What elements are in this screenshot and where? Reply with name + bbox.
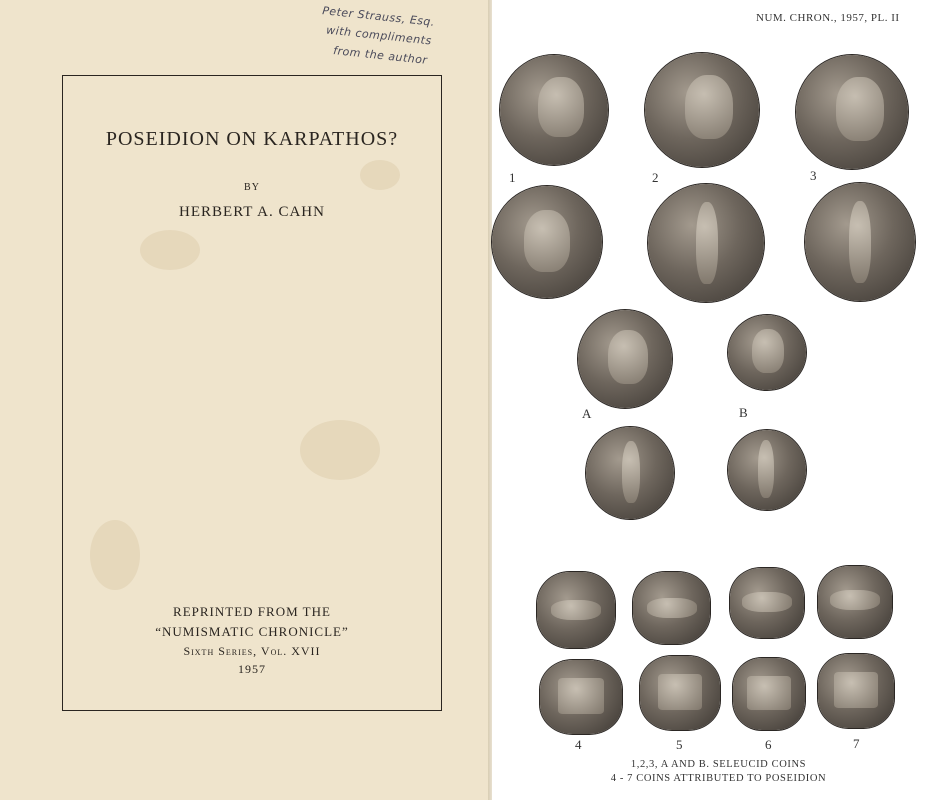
coin-image (805, 183, 915, 301)
handwritten-note-line: with compliments (325, 23, 433, 48)
book-title: POSEIDION ON KARPATHOS? (105, 128, 399, 150)
coin-label: 4 (575, 737, 582, 752)
coin-image (818, 566, 892, 638)
plate-caption-line: 4 - 7 COINS ATTRIBUTED TO POSEIDION (610, 773, 827, 784)
coin-image (818, 654, 894, 728)
coin-image (640, 656, 720, 730)
coin-image (633, 572, 710, 644)
handwritten-note-line: from the author (332, 44, 429, 67)
coin-image (645, 53, 759, 167)
plate-header: NUM. CHRON., 1957, PL. II (756, 12, 900, 24)
coin-image (728, 315, 806, 390)
coin-image (537, 572, 615, 648)
reprint-series: Sixth Series, Vol. XVII (183, 644, 321, 658)
coin-label: A (582, 406, 592, 421)
coin-image (728, 430, 806, 510)
author-name: HERBERT A. CAHN (179, 204, 325, 220)
byline: BY (244, 182, 260, 193)
coin-image (586, 427, 674, 519)
reprint-year: 1957 (238, 662, 266, 676)
reprint-line: REPRINTED FROM THE (173, 604, 331, 619)
handwritten-note-line: Peter Strauss, Esq. (321, 4, 436, 29)
coin-label: 7 (853, 736, 860, 751)
coin-image (648, 184, 764, 302)
coin-label: 2 (652, 170, 659, 185)
coin-label: 5 (676, 737, 683, 752)
coin-image (733, 658, 805, 730)
coin-image (540, 660, 622, 734)
coin-label: B (739, 405, 748, 420)
coin-label: 1 (509, 170, 516, 185)
plate-caption-line: 1,2,3, A AND B. SELEUCID COINS (630, 759, 807, 770)
coin-image (492, 186, 602, 298)
coin-image (796, 55, 908, 169)
reprint-source: “NUMISMATIC CHRONICLE” (155, 624, 349, 639)
coin-image (730, 568, 804, 638)
coin-label: 6 (765, 737, 772, 752)
coin-label: 3 (810, 168, 817, 183)
coin-image (500, 55, 608, 165)
coin-image (578, 310, 672, 408)
